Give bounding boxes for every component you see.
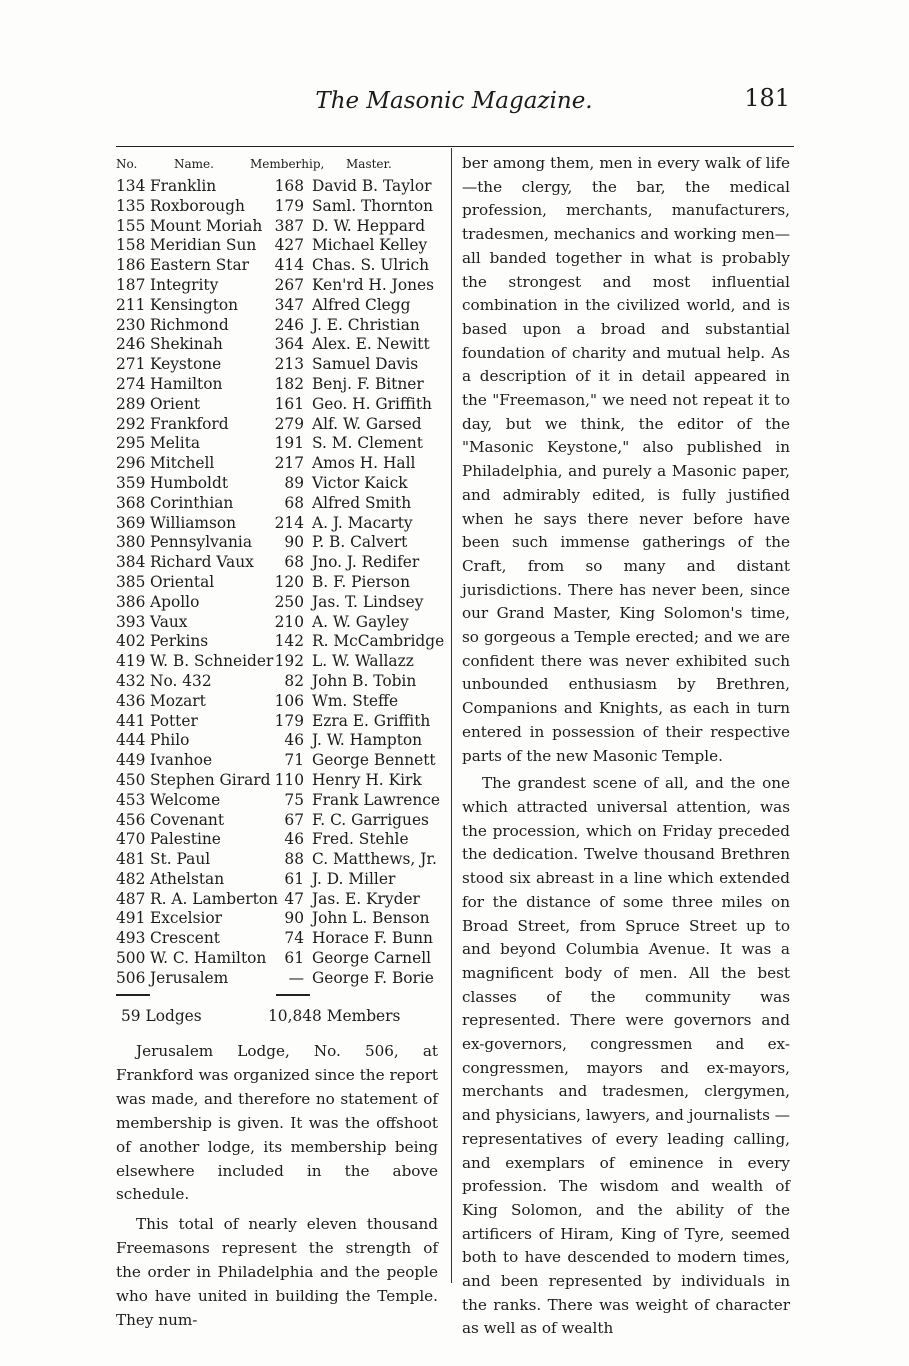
table-row — [116, 553, 446, 573]
lodge-number: 289 — [116, 394, 146, 413]
master-name: Jno. J. Redifer — [312, 553, 420, 572]
lodge-name: Crescent — [150, 929, 220, 948]
master-name: Chas. S. Ulrich — [312, 256, 430, 275]
membership-count: 61 — [284, 869, 304, 888]
table-row — [116, 375, 446, 395]
master-name: Frank Lawrence — [312, 790, 441, 809]
header-no: No. — [116, 157, 138, 171]
master-name: Amos H. Hall — [312, 454, 416, 473]
lodge-name: Franklin — [150, 177, 217, 195]
lodge-name: St. Paul — [150, 850, 211, 869]
membership-count: 214 — [274, 513, 304, 532]
lodge-number: 292 — [116, 414, 146, 433]
membership-count: 213 — [274, 355, 304, 374]
membership-count: 71 — [284, 751, 304, 770]
lodge-name: Kensington — [150, 295, 239, 314]
lodge-number: 487 — [116, 889, 146, 908]
lodge-number: 368 — [116, 493, 146, 512]
table-row — [116, 256, 446, 276]
lodge-name: Integrity — [150, 275, 219, 294]
master-name: J. D. Miller — [312, 869, 396, 888]
master-name: John L. Benson — [312, 909, 430, 928]
membership-count: 250 — [274, 592, 304, 611]
lodge-number: 500 — [116, 949, 146, 968]
membership-count: 74 — [284, 929, 304, 948]
lodge-number: 158 — [116, 236, 146, 255]
page-header — [118, 84, 790, 128]
lodge-name: Welcome — [150, 790, 221, 809]
master-name: F. C. Garrigues — [312, 810, 429, 829]
table-row — [116, 217, 446, 237]
table-row — [116, 335, 446, 355]
lodge-name: R. A. Lamberton — [150, 889, 278, 908]
table-row — [116, 850, 446, 870]
running-title: The Masonic Magazine. — [315, 88, 593, 114]
lodge-number: 470 — [116, 830, 146, 849]
paragraph: The grandest scene of all, and the one which attracted universal attention, was the procession, which on Friday preceded the dedication. Twelve thousand Brethren stood six abreast in a line which extended for the distance of some three miles on Broad Street, from Spruce Street up to and beyond Columbia Avenue. It was a magnificent body of men. All the best classes of the community was represented. There were governors and ex-governors, congressmen and ex-congressmen, mayors and ex-mayors, merchants and tradesmen, clergymen, and physicians, lawyers, and journalists —representatives of every leading calling, and exemplars of eminence in every profession. The wisdom and wealth of King Solomon, and the ability of the artificers of Hiram, King of Tyre, seemed both to have descended to modern times, and been represented by individuals in the ranks. There was weight of character as well as of wealth — [462, 774, 790, 1338]
lodge-name: Meridian Sun — [150, 236, 257, 255]
lodge-number: 385 — [116, 572, 146, 591]
lodge-name: Mitchell — [150, 454, 215, 473]
membership-count: 246 — [274, 315, 304, 334]
paragraph: ber among them, men in every walk of life —the clergy, the bar, the medical profession, merchants, manufacturers, tradesmen, mechanics and working men—all banded together in what is probably the strongest and most influential combination in the civilized world, and is based upon a broad and substantial foundation of charity and mutual help. As a description of it in detail appeared in the "Freemason," we need not repeat it to day, but we think, the editor of the "Masonic Keystone," also published in Philadelphia, and purely a Masonic paper, and admirably edited, is fully justified when he says there never before have been such immense gatherings of the Craft, from so many and distant jurisdictions. There has never been, since our Grand Master, King Solomon's time, so gorgeous a Temple erected; and we are confident there was never exhibited such unbounded enthusiasm by Brethren, Companions and Knights, as each in turn entered in possession of their respective parts of the new Masonic Temple. — [462, 154, 790, 765]
membership-count: — — [288, 968, 304, 987]
lodge-name: Humboldt — [150, 473, 229, 492]
dash-lodges — [116, 994, 150, 996]
table-row — [116, 415, 446, 435]
lodge-table — [116, 155, 446, 989]
master-name: Alex. E. Newitt — [312, 335, 430, 354]
membership-count: 90 — [284, 533, 304, 552]
table-row — [116, 632, 446, 652]
membership-count: 68 — [284, 553, 304, 572]
master-name: Wm. Steffe — [312, 691, 399, 710]
lodge-number: 449 — [116, 751, 146, 770]
table-row — [116, 771, 446, 791]
table-row — [116, 751, 446, 771]
master-name: Jas. E. Kryder — [312, 889, 420, 908]
table-row — [116, 672, 446, 692]
master-name: J. E. Christian — [312, 315, 420, 334]
lodge-number: 456 — [116, 810, 146, 829]
membership-count: 61 — [284, 949, 304, 968]
master-name: George F. Borie — [312, 968, 434, 987]
table-row — [116, 494, 446, 514]
table-row — [116, 830, 446, 850]
master-name: Alfred Smith — [312, 493, 412, 512]
lodge-name: Shekinah — [150, 335, 223, 354]
lodge-number: 441 — [116, 711, 146, 730]
table-row — [116, 909, 446, 929]
membership-count: 267 — [274, 275, 304, 294]
master-name: P. B. Calvert — [312, 533, 408, 552]
lodge-number: 491 — [116, 909, 146, 928]
lodge-number: 493 — [116, 929, 146, 948]
master-name: Henry H. Kirk — [312, 770, 422, 789]
master-name: J. W. Hampton — [312, 731, 423, 750]
master-name: A. W. Gayley — [312, 612, 409, 631]
membership-count: 82 — [284, 671, 304, 690]
lodge-name: Palestine — [150, 830, 221, 849]
table-row — [116, 316, 446, 336]
lodge-number: 295 — [116, 434, 146, 453]
table-row — [116, 514, 446, 534]
total-members: 10,848 Members — [268, 1007, 401, 1025]
membership-count: 347 — [274, 295, 304, 314]
membership-count: 179 — [274, 196, 304, 215]
master-name: R. McCambridge — [312, 632, 445, 651]
membership-count: 168 — [274, 177, 304, 195]
table-row — [116, 593, 446, 613]
lodge-number: 230 — [116, 315, 146, 334]
table-row — [116, 236, 446, 256]
lodge-number: 369 — [116, 513, 146, 532]
master-name: B. F. Pierson — [312, 572, 410, 591]
table-body — [116, 177, 446, 989]
lodge-name: Melita — [150, 434, 201, 453]
membership-count: 47 — [284, 889, 304, 908]
master-name: Ken'rd H. Jones — [312, 275, 434, 294]
lodge-number: 432 — [116, 671, 146, 690]
header-name: Name. — [174, 157, 214, 171]
table-row — [116, 355, 446, 375]
master-name: Michael Kelley — [312, 236, 428, 255]
lodge-name: Jerusalem — [150, 968, 229, 987]
left-text — [116, 1040, 438, 1333]
lodge-name: Corinthian — [150, 493, 234, 512]
lodge-number: 419 — [116, 652, 146, 671]
lodge-name: Potter — [150, 711, 198, 730]
membership-count: 279 — [274, 414, 304, 433]
membership-count: 88 — [284, 850, 304, 869]
table-row — [116, 434, 446, 454]
lodge-number: 380 — [116, 533, 146, 552]
lodge-number: 450 — [116, 770, 146, 789]
lodge-name: Oriental — [150, 572, 215, 591]
lodge-name: Mozart — [150, 691, 206, 710]
lodge-name: Richmond — [150, 315, 229, 334]
table-row — [116, 533, 446, 553]
membership-count: 46 — [284, 731, 304, 750]
table-row — [116, 811, 446, 831]
master-name: Victor Kaick — [312, 473, 408, 492]
master-name: Geo. H. Griffith — [312, 394, 432, 413]
lodge-name: Stephen Girard — [150, 770, 271, 789]
lodge-number: 211 — [116, 295, 146, 314]
lodge-name: Pennsylvania — [150, 533, 252, 552]
lodge-name: W. B. Schneider — [150, 652, 274, 671]
table-row — [116, 474, 446, 494]
table-row — [116, 613, 446, 633]
lodge-number: 482 — [116, 869, 146, 888]
membership-count: 192 — [274, 652, 304, 671]
paragraph: Jerusalem Lodge, No. 506, at Frankford was organized since the report was made, and therefore no statement of membership is given. It was the offshoot of another lodge, its membership being elsewhere included in the above schedule. — [116, 1042, 438, 1204]
lodge-number: 481 — [116, 850, 146, 869]
lodge-number: 436 — [116, 691, 146, 710]
master-name: Benj. F. Bitner — [312, 374, 424, 393]
lodge-name: No. 432 — [150, 671, 212, 690]
lodge-number: 402 — [116, 632, 146, 651]
lodge-number: 274 — [116, 374, 146, 393]
lodge-name: Keystone — [150, 355, 222, 374]
master-name: Alf. W. Garsed — [312, 414, 422, 433]
master-name: Jas. T. Lindsey — [312, 592, 424, 611]
lodge-number: 134 — [116, 177, 146, 195]
membership-count: 75 — [284, 790, 304, 809]
dash-members — [276, 994, 310, 996]
lodge-number: 155 — [116, 216, 146, 235]
membership-count: 67 — [284, 810, 304, 829]
membership-count: 106 — [274, 691, 304, 710]
lodge-number: 271 — [116, 355, 146, 374]
lodge-name: Mount Moriah — [150, 216, 263, 235]
lodge-number: 186 — [116, 256, 146, 275]
table-row — [116, 276, 446, 296]
membership-count: 68 — [284, 493, 304, 512]
lodge-name: Athelstan — [150, 869, 225, 888]
master-name: George Bennett — [312, 751, 436, 770]
master-name: A. J. Macarty — [312, 513, 413, 532]
master-name: Horace F. Bunn — [312, 929, 433, 948]
master-name: Alfred Clegg — [312, 295, 411, 314]
lodge-number: 135 — [116, 196, 146, 215]
master-name: C. Matthews, Jr. — [312, 850, 437, 869]
membership-count: 90 — [284, 909, 304, 928]
lodge-number: 386 — [116, 592, 146, 611]
table-row — [116, 652, 446, 672]
membership-count: 110 — [274, 770, 304, 789]
paragraph: This total of nearly eleven thousand Freemasons represent the strength of the order in Philadelphia and the people who have united in building the Temple. They num- — [116, 1215, 438, 1329]
membership-count: 89 — [284, 473, 304, 492]
table-row — [116, 692, 446, 712]
lodge-name: Orient — [150, 394, 201, 413]
membership-count: 120 — [274, 572, 304, 591]
right-column — [462, 152, 790, 1341]
table-row — [116, 890, 446, 910]
table-row — [116, 296, 446, 316]
table-row — [116, 395, 446, 415]
membership-count: 142 — [274, 632, 304, 651]
table-row — [116, 870, 446, 890]
lodge-name: Excelsior — [150, 909, 223, 928]
table-row — [116, 929, 446, 949]
lodge-name: Williamson — [150, 513, 237, 532]
lodge-name: Roxborough — [150, 196, 245, 215]
lodge-name: Covenant — [150, 810, 225, 829]
membership-count: 427 — [274, 236, 304, 255]
table-row — [116, 573, 446, 593]
master-name: D. W. Heppard — [312, 216, 426, 235]
table-row — [116, 791, 446, 811]
master-name: Samuel Davis — [312, 355, 419, 374]
lodge-name: Frankford — [150, 414, 229, 433]
membership-count: 161 — [274, 394, 304, 413]
lodge-name: Philo — [150, 731, 190, 750]
membership-count: 387 — [274, 216, 304, 235]
lodge-number: 453 — [116, 790, 146, 809]
page-number: 181 — [744, 84, 790, 112]
table-row — [116, 454, 446, 474]
table-row — [116, 712, 446, 732]
master-name: George Carnell — [312, 949, 432, 968]
master-name: David B. Taylor — [312, 177, 432, 195]
header-membership: Memberhip, — [250, 157, 325, 171]
header-rule — [116, 146, 794, 147]
lodge-number: 393 — [116, 612, 146, 631]
membership-count: 217 — [274, 454, 304, 473]
lodge-name: Perkins — [150, 632, 209, 651]
lodge-number: 444 — [116, 731, 146, 750]
table-row — [116, 949, 446, 969]
membership-count: 210 — [274, 612, 304, 631]
lodge-name: Ivanhoe — [150, 751, 213, 770]
lodge-name: Vaux — [150, 612, 188, 631]
master-name: S. M. Clement — [312, 434, 423, 453]
lodge-number: 506 — [116, 968, 146, 987]
lodge-name: Eastern Star — [150, 256, 250, 275]
master-name: L. W. Wallazz — [312, 652, 414, 671]
table-row — [116, 197, 446, 217]
lodge-number: 296 — [116, 454, 146, 473]
membership-count: 46 — [284, 830, 304, 849]
table-row — [116, 177, 446, 197]
membership-count: 179 — [274, 711, 304, 730]
lodge-number: 384 — [116, 553, 146, 572]
lodge-name: Hamilton — [150, 374, 223, 393]
master-name: Ezra E. Griffith — [312, 711, 431, 730]
lodge-number: 246 — [116, 335, 146, 354]
master-name: Saml. Thornton — [312, 196, 434, 215]
lodge-name: Richard Vaux — [150, 553, 254, 572]
table-header — [116, 155, 446, 177]
lodge-name: W. C. Hamilton — [150, 949, 267, 968]
header-master: Master. — [346, 157, 392, 171]
lodge-name: Apollo — [150, 592, 200, 611]
membership-count: 414 — [274, 256, 304, 275]
table-row — [116, 969, 446, 989]
total-lodges: 59 Lodges — [121, 1007, 202, 1025]
column-divider — [451, 148, 452, 1283]
membership-count: 191 — [274, 434, 304, 453]
membership-count: 364 — [274, 335, 304, 354]
lodge-number: 359 — [116, 473, 146, 492]
table-row — [116, 731, 446, 751]
master-name: Fred. Stehle — [312, 830, 409, 849]
total-rules — [116, 994, 446, 1000]
membership-count: 182 — [274, 374, 304, 393]
lodge-number: 187 — [116, 275, 146, 294]
master-name: John B. Tobin — [312, 671, 417, 690]
